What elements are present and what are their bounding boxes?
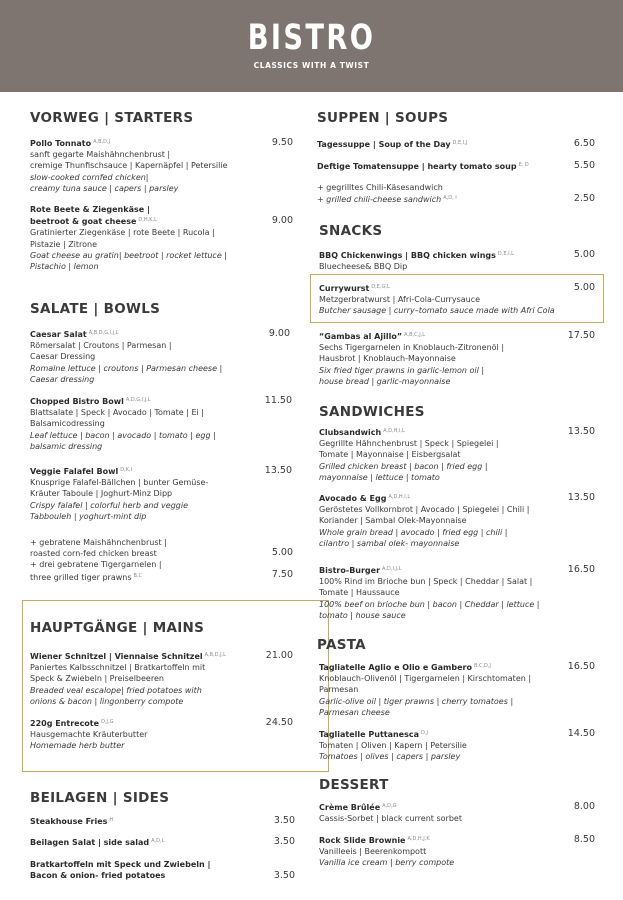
item-desc-de: Paniertes Kalbsschnitzel | Bratkartoffeln mit: [30, 663, 206, 673]
menu-item-gambas: [319, 330, 559, 387]
menu-item-fries: [30, 815, 270, 827]
item-allergens: D,J,G: [101, 719, 114, 725]
item-desc-de: Tomate | Haussauce: [319, 588, 400, 598]
item-allergens: D,H,K,L: [138, 217, 157, 224]
menu-item-clubsandwich: [319, 426, 559, 483]
menu-item-side-salad: [30, 836, 270, 848]
brand-tagline: CLASSICS WITH A TWIST: [253, 61, 370, 70]
menu-item-chickenwings: [319, 249, 559, 272]
section-title-starters: VORWEG | STARTERS: [30, 110, 194, 126]
item-name: Bratkartoffeln mit Speck und Zwiebeln |: [30, 860, 211, 869]
item-price: 13.50: [567, 492, 595, 503]
menu-item-wiener-schnitzel: [30, 650, 270, 707]
item-desc-de: Parmesan: [319, 685, 359, 695]
item-desc-en: Caesar dressing: [30, 374, 95, 384]
item-desc-en: Whole grain bread | avocado | fried egg | chili |: [319, 527, 508, 537]
item-desc-de: Vanilleeis | Beerenkompott: [319, 847, 427, 857]
menu-item-tomatensuppe: [317, 160, 557, 172]
item-desc-de: Cassis-Sorbet | black current sorbet: [319, 814, 462, 824]
item-price: 8.50: [573, 834, 595, 845]
menu-item-caesar-salat: [30, 328, 270, 385]
menu-item-chopped-bowl: [30, 395, 270, 452]
item-name: Tagliatelle Puttanesca: [319, 730, 420, 739]
addon-desc-de: + gegrilltes Chili-Käsesandwich: [317, 183, 443, 192]
item-desc-en: Goat cheese au gratin| beetroot | rocket lettuce |: [30, 250, 227, 260]
item-price: 24.50: [265, 717, 293, 728]
item-price: 5.50: [573, 160, 595, 171]
item-price: 5.00: [271, 547, 293, 558]
addon-desc-en: roasted corn-fed chicken breast: [30, 549, 157, 559]
item-allergens: A,B,D,J,L: [204, 652, 226, 658]
item-name: Rote Beete & Ziegenkäse |: [30, 205, 150, 214]
menu-item-bratkartoffeln: [30, 859, 270, 881]
item-name: Bacon & onion- fried potatoes: [30, 871, 166, 881]
item-desc-en: onions & bacon | lingonberry compote: [30, 696, 184, 706]
item-name: Beilagen Salat | side salad: [30, 838, 150, 847]
item-desc-de: Tomate | Mayonnaise | Eisbergsalat: [319, 450, 461, 460]
item-name: “Gambas al Ajillo”: [319, 332, 403, 341]
item-price: 5.00: [573, 282, 595, 293]
addon-desc-en: + grilled chili-cheese sandwich: [317, 195, 442, 205]
item-name: Wiener Schnitzel | Viennaise Schnitzel: [30, 652, 203, 661]
item-name: BBQ Chickenwings | BBQ chicken wings: [319, 251, 496, 260]
item-allergens: D,E,G,L: [371, 284, 390, 290]
item-allergens: A,D,L: [151, 838, 165, 844]
item-desc-en: cilantro | sambal olek- mayonnaise: [319, 538, 460, 548]
item-desc-de: Speck & Zwiebeln | Preiselbeeren: [30, 674, 164, 684]
item-price: 8.00: [573, 801, 595, 812]
item-name: Avocado & Egg: [319, 494, 387, 503]
item-price: 7.50: [271, 569, 293, 580]
item-name: Chopped Bistro Bowl: [30, 397, 124, 406]
section-title-sandwiches: SANDWICHES: [319, 404, 425, 420]
item-allergens: A,D,H,I,L: [383, 428, 405, 434]
item-price: 16.50: [567, 661, 595, 672]
item-price: 5.00: [573, 249, 595, 260]
item-allergens: H: [109, 817, 114, 823]
section-title-salads: SALATE | BOWLS: [30, 301, 161, 317]
item-desc-en: Butcher sausage | curry–tomato sauce made with Afri Cola: [319, 306, 555, 316]
item-desc-de: Tomaten | Oliven | Kapern | Petersilie: [319, 741, 467, 751]
item-price: 9.00: [271, 215, 293, 226]
item-desc-de: Hausgemachte Kräuterbutter: [30, 730, 148, 740]
item-name: 220g Entrecote: [30, 719, 100, 728]
section-title-sides: BEILAGEN | SIDES: [30, 790, 170, 806]
menu-item-rote-beete: [30, 204, 270, 272]
item-name: Clubsandwich: [319, 428, 382, 437]
menu-header: [0, 0, 623, 92]
item-allergens: D,E,I,J: [452, 140, 468, 146]
item-name: Pollo Tonnato: [30, 139, 92, 148]
addon-desc-en: three grilled tiger prawns: [30, 572, 132, 582]
item-price: 13.50: [264, 465, 292, 476]
item-name: Veggie Falafel Bowl: [30, 467, 119, 476]
item-desc-de: Pistazie | Zitrone: [30, 239, 98, 249]
item-desc-de: Caesar Dressing: [30, 352, 96, 362]
section-title-pasta: PASTA: [317, 637, 366, 653]
item-desc-de: Römersalat | Croutons | Parmesan |: [30, 341, 172, 351]
item-allergens: B,C: [133, 572, 143, 579]
item-desc-de: 100% Rind im Brioche bun | Speck | Cheddar | Salat |: [319, 577, 533, 587]
item-desc-de: cremige Thunfischsauce | Kapernäpfel | Petersilie: [30, 161, 228, 171]
item-allergens: A,D,H,J,K: [407, 836, 430, 842]
menu-item-entrecote: [30, 717, 270, 752]
item-allergens: A,D,I,J,L: [382, 566, 402, 572]
item-desc-en: Crispy falafel | colorful herb and veggie: [30, 500, 189, 510]
item-name: Caesar Salat: [30, 330, 87, 339]
item-desc-de: Knoblauch-Olivenöl | Tigergarnelen | Kirschtomaten |: [319, 674, 532, 684]
item-desc-de: Blattsalate | Speck | Avocado | Tomate | Ei |: [30, 408, 204, 418]
item-desc-de: Bluecheese& BBQ Dip: [319, 262, 408, 272]
addon-desc-de: + gebratene Maishähnchenbrust |: [30, 538, 167, 547]
item-allergens: A,B,D,G,I,J,L: [88, 330, 119, 336]
item-desc-en: slow-cooked cornfed chicken|: [30, 172, 149, 182]
item-price: 11.50: [264, 395, 292, 406]
menu-item-avocado-egg: [319, 492, 559, 549]
item-price: 9.00: [268, 328, 290, 339]
item-desc-en: Parmesan cheese: [319, 707, 390, 717]
item-desc-de: Sechs Tigergarnelen in Knoblauch-Zitronenöl |: [319, 343, 505, 353]
item-desc-en: 100% beef on brioche bun | bacon | Cheddar | lettuce |: [319, 599, 540, 609]
item-desc-de: Hausbrot | Knoblauch-Mayonnaise: [319, 354, 456, 364]
menu-item-aglio-olio: [319, 661, 559, 718]
menu-item-bistro-burger: [319, 564, 559, 621]
item-desc-en: tomato | house sauce: [319, 610, 406, 620]
item-price: 21.00: [265, 650, 293, 661]
item-price: 17.50: [567, 330, 595, 341]
item-allergens: D,E,I,L: [497, 251, 514, 257]
brand-title: BISTRO: [247, 18, 376, 58]
item-allergens: A,B,D,J: [93, 139, 111, 145]
item-desc-en: Vanilla ice cream | berry compote: [319, 858, 455, 868]
item-allergens: E, D: [518, 162, 529, 168]
item-desc-de: Geröstetes Vollkornbrot | Avocado | Spiegelei | Chili |: [319, 505, 530, 515]
item-name: Rock Slide Brownie: [319, 836, 406, 845]
item-allergens: D,J: [421, 730, 428, 736]
item-desc-de: Metzgerbratwurst | Afri-Cola-Currysauce: [319, 295, 481, 305]
item-desc-en: mayonnaise | lettuce | tomato: [319, 472, 440, 482]
section-title-snacks: SNACKS: [319, 223, 383, 239]
addon-desc-de: + drei gebratene Tigergarnelen |: [30, 560, 162, 570]
item-allergens: A,D,H,I,L: [388, 494, 411, 500]
item-allergens: A,D, I: [443, 195, 457, 202]
item-price: 3.50: [273, 836, 295, 847]
item-name: Steakhouse Fries: [30, 817, 108, 826]
item-name: Tagliatelle Aglio e Olio e Gambero: [319, 663, 472, 672]
menu-item-pollo-tonnato: [30, 137, 270, 194]
item-desc-en: balsamic dressing: [30, 441, 103, 451]
item-price: 9.50: [271, 137, 293, 148]
menu-item-currywurst: [319, 282, 569, 317]
item-price: 14.50: [567, 728, 595, 739]
item-desc-de: Balsamicodressing: [30, 419, 105, 429]
menu-item-brownie: [319, 834, 559, 869]
item-desc-en: Breaded veal escalope| fried potatoes with: [30, 685, 202, 695]
item-desc-de: Knusprige Falafel-Bällchen | bunter Gemüse-: [30, 478, 209, 488]
menu-item-creme-brulee: [319, 801, 559, 824]
item-desc-en: Pistachio | lemon: [30, 262, 99, 272]
item-name: Tagessuppe | Soup of the Day: [317, 140, 451, 149]
addon-chili-sandwich: [317, 182, 557, 205]
item-name: Deftige Tomatensuppe | hearty tomato soup: [317, 162, 517, 171]
section-title-dessert: DESSERT: [319, 777, 389, 793]
item-allergens: B,C,D,J: [473, 663, 491, 669]
menu-item-puttanesca: [319, 728, 559, 763]
item-desc-en: house bread | garlic-mayonnaise: [319, 376, 451, 386]
item-desc-de: Kräuter Taboule | Joghurt-Minz Dipp: [30, 489, 173, 499]
item-allergens: A,B,C,J,L: [404, 332, 426, 338]
item-desc-en: creamy tuna sauce | capers | parsley: [30, 183, 179, 193]
item-allergens: D,K,I: [120, 467, 133, 473]
item-price: 13.50: [567, 426, 595, 437]
item-desc-en: Six fried tiger prawns in garlic-lemon oil |: [319, 365, 485, 375]
section-title-soups: SUPPEN | SOUPS: [317, 110, 449, 126]
item-desc-de: Koriander | Sambal Olek-Mayonnaise: [319, 516, 467, 526]
item-desc-en: Grilled chicken breast | bacon | fried egg |: [319, 461, 488, 471]
item-desc-en: Romaine lettuce | croutons | Parmesan cheese |: [30, 363, 223, 373]
item-price: 16.50: [567, 564, 595, 575]
item-desc-en: Tomatoes | olives | capers | parsley: [319, 752, 461, 762]
item-price: 3.50: [273, 870, 295, 881]
addon-chicken: [30, 537, 270, 583]
item-price: 3.50: [273, 815, 295, 826]
item-allergens: A,D,G: [382, 803, 397, 809]
item-desc-en: Tabbouleh | yoghurt-mint dip: [30, 511, 147, 521]
item-allergens: A,D,G,I,J,L: [125, 397, 151, 403]
item-desc-de: Gratinierter Ziegenkäse | rote Beete | Rucola |: [30, 228, 215, 238]
item-desc-de: Gegrillte Hähnchenbrust | Speck | Spiegelei |: [319, 439, 499, 449]
menu-item-tagessuppe: [317, 138, 557, 150]
item-price: 6.50: [573, 138, 595, 149]
section-title-mains: HAUPTGÄNGE | MAINS: [30, 620, 205, 636]
item-name: Crème Brûlée: [319, 803, 381, 812]
menu-item-veggie-falafel: [30, 465, 270, 522]
item-name: Currywurst: [319, 284, 370, 293]
item-desc-en: Homemade herb butter: [30, 741, 125, 751]
item-name: Bistro-Burger: [319, 566, 381, 575]
item-desc-en: Garlic-olive oil | tiger prawns | cherry tomatoes |: [319, 696, 514, 706]
item-desc-en: Leaf lettuce | bacon | avocado | tomato | egg |: [30, 430, 216, 440]
item-desc-de: sanft gegarte Maishähnchenbrust |: [30, 150, 171, 160]
item-price: 2.50: [573, 193, 595, 204]
item-name: beetroot & goat cheese: [30, 217, 137, 227]
